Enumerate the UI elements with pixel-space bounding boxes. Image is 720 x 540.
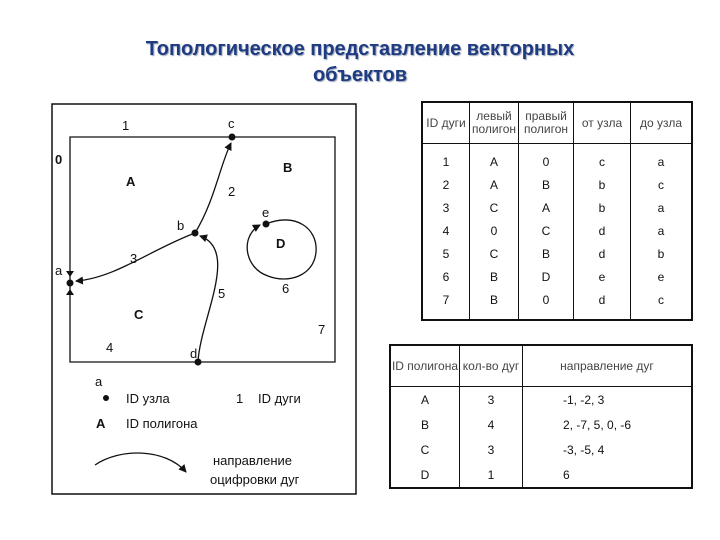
polygon-table-header-row: [390, 345, 692, 387]
arc-label-2: 2: [228, 184, 236, 199]
table-cell: C: [470, 242, 519, 265]
legend-polygon-text: ID полигона: [126, 416, 198, 431]
table-cell: 7: [422, 288, 470, 320]
table-cell: e: [631, 265, 693, 288]
title-line-1: Топологическое представление векторных: [145, 38, 575, 60]
table-cell: C: [390, 437, 460, 462]
table-cell: 4: [460, 412, 523, 437]
table-cell: 6: [523, 462, 693, 488]
node-label-d: d: [190, 346, 198, 361]
arc-4-line: [70, 283, 198, 362]
table-cell: B: [470, 288, 519, 320]
table-cell: 2: [422, 173, 470, 196]
arc-table-header: левый полигон: [470, 102, 519, 144]
table-cell: B: [470, 265, 519, 288]
legend-direction-arrow: [95, 453, 186, 472]
node-a-arrow-up: [66, 289, 74, 295]
table-cell: 0: [519, 144, 574, 174]
table-cell: a: [631, 219, 693, 242]
table-cell: A: [390, 387, 460, 413]
table-cell: D: [519, 265, 574, 288]
table-cell: A: [519, 196, 574, 219]
table-cell: 1: [460, 462, 523, 488]
table-cell: 0: [470, 219, 519, 242]
table-cell: a: [631, 196, 693, 219]
table-cell: 3: [460, 387, 523, 413]
table-cell: d: [574, 219, 631, 242]
table-row: [422, 265, 692, 288]
polygon-label-C: C: [134, 307, 144, 322]
table-cell: B: [519, 173, 574, 196]
table-cell: D: [390, 462, 460, 488]
node-label-c: c: [228, 116, 235, 131]
table-cell: 3: [422, 196, 470, 219]
arc-table-header: от узла: [574, 102, 631, 144]
node-a-arrow-down: [66, 271, 74, 277]
legend-node-dot: [103, 395, 109, 401]
legend-node-text: ID узла: [126, 391, 170, 406]
arc-7-line: [198, 137, 335, 362]
table-row: [390, 412, 692, 437]
polygon-label-D: D: [276, 236, 286, 251]
node-c: [229, 134, 236, 141]
arc-table-header: до узла: [631, 102, 693, 144]
node-a: [67, 280, 74, 287]
arc-2-line: [195, 143, 231, 233]
node-b: [192, 230, 199, 237]
table-row: [422, 144, 692, 174]
arc-5-line: [198, 236, 218, 362]
table-cell: A: [470, 173, 519, 196]
arc-label-4: 4: [106, 340, 114, 355]
polygon-table-header: кол-во дуг: [460, 345, 523, 387]
table-cell: b: [574, 173, 631, 196]
polygon-table-header: направление дуг: [523, 345, 693, 387]
table-cell: e: [574, 265, 631, 288]
polygon-label-A: A: [126, 174, 136, 189]
table-row: [422, 288, 692, 320]
table-cell: -3, -5, 4: [523, 437, 693, 462]
table-cell: 5: [422, 242, 470, 265]
table-row: [422, 196, 692, 219]
polygon-label-B: B: [283, 160, 293, 175]
table-cell: d: [574, 242, 631, 265]
polygon-table-header: ID полигона: [390, 345, 460, 387]
table-cell: B: [390, 412, 460, 437]
table-row: [390, 437, 692, 462]
table-cell: 6: [422, 265, 470, 288]
arc-label-7: 7: [318, 322, 326, 337]
polygon-attribute-table: [389, 344, 693, 489]
legend-arc-symbol: 1: [236, 391, 244, 406]
arc-label-3: 3: [130, 251, 138, 266]
legend-polygon-symbol: A: [96, 416, 106, 431]
arc-table-header: ID дуги: [422, 102, 470, 144]
table-cell: b: [631, 242, 693, 265]
legend-node-symbol-label: a: [95, 374, 103, 389]
arc-label-1: 1: [122, 118, 130, 133]
table-cell: c: [574, 144, 631, 174]
arc-1-line: [70, 137, 232, 283]
table-cell: c: [631, 173, 693, 196]
node-label-b: b: [177, 218, 185, 233]
table-cell: 1: [422, 144, 470, 174]
node-label-e: e: [262, 205, 270, 220]
table-row: [422, 219, 692, 242]
arc-label-6: 6: [282, 281, 290, 296]
arc-label-5: 5: [218, 286, 226, 301]
table-cell: c: [631, 288, 693, 320]
node-e: [263, 221, 270, 228]
table-row: [390, 462, 692, 488]
table-cell: A: [470, 144, 519, 174]
table-cell: C: [470, 196, 519, 219]
arc-table-header: правый полигон: [519, 102, 574, 144]
table-cell: 2, -7, 5, 0, -6: [523, 412, 693, 437]
node-label-a: a: [55, 263, 63, 278]
table-cell: C: [519, 219, 574, 242]
table-cell: a: [631, 144, 693, 174]
title-line-2: объектов: [312, 64, 408, 86]
table-cell: 4: [422, 219, 470, 242]
arc-attribute-table: [421, 101, 693, 321]
table-cell: -1, -2, 3: [523, 387, 693, 413]
polygon-label-0: 0: [55, 152, 63, 167]
table-cell: B: [519, 242, 574, 265]
table-row: [422, 173, 692, 196]
legend-direction-line1: направление: [213, 453, 293, 468]
arc-table-header-row: [422, 102, 692, 144]
diagram-frame: [52, 104, 356, 494]
table-cell: d: [574, 288, 631, 320]
table-row: [422, 242, 692, 265]
legend-direction-line2: оцифровки дуг: [210, 472, 300, 487]
table-cell: 3: [460, 437, 523, 462]
table-row: [390, 387, 692, 413]
legend-arc-text: ID дуги: [258, 391, 301, 406]
table-cell: 0: [519, 288, 574, 320]
table-cell: b: [574, 196, 631, 219]
